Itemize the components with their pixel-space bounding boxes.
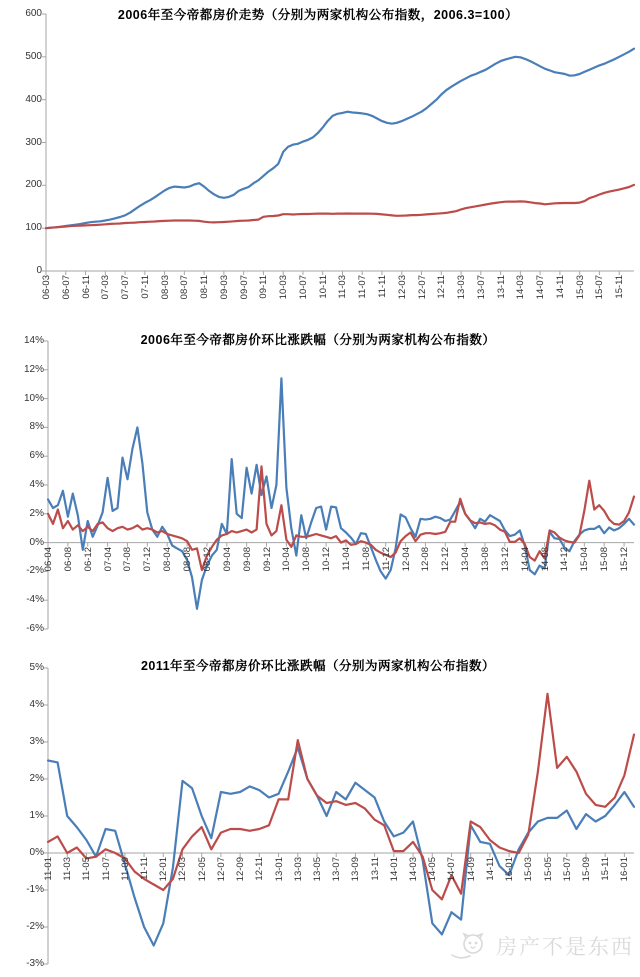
x-tick-label: 10-08 bbox=[301, 547, 312, 572]
y-tick-label: 1% bbox=[29, 810, 44, 821]
x-tick-label: 12-11 bbox=[254, 857, 265, 881]
y-tick-label: -1% bbox=[26, 884, 44, 895]
x-tick-label: 07-03 bbox=[100, 275, 111, 300]
series-blue-line bbox=[46, 49, 634, 229]
x-tick-label: 15-03 bbox=[575, 275, 586, 300]
x-tick-label: 14-05 bbox=[427, 857, 438, 882]
x-tick-label: 15-08 bbox=[599, 547, 610, 572]
x-tick-label: 13-09 bbox=[350, 857, 361, 882]
x-tick-label: 07-07 bbox=[120, 275, 131, 300]
y-tick-label: -6% bbox=[26, 623, 44, 634]
x-tick-label: 13-07 bbox=[476, 275, 487, 300]
x-tick-label: 07-11 bbox=[140, 275, 151, 299]
x-tick-label: 11-01 bbox=[43, 857, 54, 881]
x-tick-label: 14-03 bbox=[515, 275, 526, 300]
x-tick-label: 15-07 bbox=[562, 857, 573, 882]
x-tick-label: 09-08 bbox=[242, 547, 253, 572]
cat-face-icon bbox=[448, 931, 490, 961]
y-tick-label: 12% bbox=[23, 364, 44, 375]
x-tick-label: 11-07 bbox=[357, 275, 368, 299]
x-tick-label: 14-07 bbox=[535, 275, 546, 300]
y-tick-label: 4% bbox=[29, 479, 44, 490]
x-tick-label: 09-12 bbox=[262, 547, 273, 572]
x-tick-label: 13-12 bbox=[500, 547, 511, 572]
y-tick-label: 10% bbox=[23, 393, 44, 404]
x-tick-label: 11-09 bbox=[120, 857, 131, 881]
y-tick-label: 100 bbox=[25, 222, 42, 233]
y-tick-label: 0 bbox=[36, 265, 42, 276]
x-tick-label: 16-01 bbox=[619, 857, 630, 882]
x-tick-label: 12-05 bbox=[197, 857, 208, 882]
chart3-title: 2011年至今帝都房价环比涨跌幅（分别为两家机构公布指数） bbox=[140, 659, 496, 673]
x-tick-label: 14-07 bbox=[446, 857, 457, 882]
x-tick-label: 13-11 bbox=[496, 275, 507, 299]
x-tick-label: 10-07 bbox=[298, 275, 309, 300]
x-tick-label: 12-04 bbox=[401, 547, 412, 572]
x-tick-label: 15-07 bbox=[594, 275, 605, 300]
x-tick-label: 07-08 bbox=[122, 547, 133, 572]
x-tick-label: 07-12 bbox=[142, 547, 153, 572]
x-tick-label: 15-11 bbox=[600, 857, 611, 881]
x-tick-label: 14-08 bbox=[540, 547, 551, 572]
x-tick-label: 15-01 bbox=[504, 857, 515, 882]
y-tick-label: 500 bbox=[25, 51, 42, 62]
y-tick-label: 400 bbox=[25, 94, 42, 105]
x-tick-label: 09-04 bbox=[222, 547, 233, 572]
x-tick-label: 08-11 bbox=[199, 275, 210, 299]
x-tick-label: 12-03 bbox=[177, 857, 188, 882]
x-tick-label: 14-11 bbox=[555, 275, 566, 299]
x-tick-label: 11-12 bbox=[381, 547, 392, 571]
y-tick-label: 300 bbox=[25, 137, 42, 148]
x-tick-label: 10-12 bbox=[321, 547, 332, 572]
x-tick-label: 14-11 bbox=[485, 857, 496, 881]
y-tick-label: 8% bbox=[29, 421, 44, 432]
y-tick-label: -3% bbox=[26, 958, 44, 969]
x-tick-label: 07-04 bbox=[103, 547, 114, 572]
x-tick-label: 06-08 bbox=[63, 547, 74, 572]
x-tick-label: 06-12 bbox=[83, 547, 94, 572]
y-tick-label: 0% bbox=[29, 847, 44, 858]
y-tick-label: -2% bbox=[26, 921, 44, 932]
y-tick-label: 600 bbox=[25, 8, 42, 19]
x-tick-label: 11-07 bbox=[101, 857, 112, 881]
x-tick-label: 06-11 bbox=[81, 275, 92, 299]
y-tick-label: 4% bbox=[29, 699, 44, 710]
x-tick-label: 12-07 bbox=[417, 275, 428, 300]
x-tick-label: 13-08 bbox=[480, 547, 491, 572]
y-tick-label: -4% bbox=[26, 594, 44, 605]
x-tick-label: 10-03 bbox=[278, 275, 289, 300]
y-tick-label: 5% bbox=[29, 662, 44, 673]
x-tick-label: 10-11 bbox=[318, 275, 329, 299]
x-tick-label: 12-09 bbox=[235, 857, 246, 882]
x-tick-label: 09-07 bbox=[239, 275, 250, 300]
x-tick-label: 11-08 bbox=[361, 547, 372, 571]
x-tick-label: 08-03 bbox=[160, 275, 171, 300]
y-tick-label: 14% bbox=[23, 335, 44, 346]
x-tick-label: 14-12 bbox=[559, 547, 570, 572]
x-tick-label: 12-03 bbox=[397, 275, 408, 300]
x-tick-label: 12-11 bbox=[436, 275, 447, 299]
x-tick-label: 06-07 bbox=[61, 275, 72, 300]
x-tick-label: 15-04 bbox=[579, 547, 590, 572]
x-tick-label: 12-12 bbox=[440, 547, 451, 572]
x-tick-label: 14-04 bbox=[520, 547, 531, 572]
chart1-title: 2006年至今帝都房价走势（分别为两家机构公布指数，2006.3=100） bbox=[117, 8, 519, 22]
chart2-title: 2006年至今帝都房价环比涨跌幅（分别为两家机构公布指数） bbox=[140, 333, 496, 347]
x-tick-label: 13-11 bbox=[370, 857, 381, 881]
x-tick-label: 08-12 bbox=[202, 547, 213, 572]
x-tick-label: 06-03 bbox=[41, 275, 52, 300]
x-tick-label: 13-05 bbox=[312, 857, 323, 882]
x-tick-label: 11-03 bbox=[337, 275, 348, 299]
x-tick-label: 14-09 bbox=[466, 857, 477, 882]
x-tick-label: 11-03 bbox=[62, 857, 73, 881]
x-tick-label: 13-03 bbox=[456, 275, 467, 300]
x-tick-label: 14-03 bbox=[408, 857, 419, 882]
series-red-line bbox=[46, 185, 634, 228]
x-tick-label: 15-09 bbox=[581, 857, 592, 882]
x-tick-label: 15-11 bbox=[614, 275, 625, 299]
x-tick-label: 11-05 bbox=[81, 857, 92, 881]
x-tick-label: 10-04 bbox=[281, 547, 292, 572]
x-tick-label: 12-07 bbox=[216, 857, 227, 882]
watermark bbox=[448, 931, 634, 961]
x-tick-label: 12-01 bbox=[158, 857, 169, 882]
x-tick-label: 11-11 bbox=[139, 857, 150, 880]
x-tick-label: 08-07 bbox=[179, 275, 190, 300]
watermark-text: 房产不是东西 bbox=[496, 936, 634, 959]
x-tick-label: 09-03 bbox=[219, 275, 230, 300]
x-tick-label: 13-04 bbox=[460, 547, 471, 572]
x-tick-label: 15-12 bbox=[619, 547, 630, 572]
y-tick-label: 3% bbox=[29, 736, 44, 747]
x-tick-label: 11-04 bbox=[341, 547, 352, 571]
x-tick-label: 08-08 bbox=[182, 547, 193, 572]
x-tick-label: 08-04 bbox=[162, 547, 173, 572]
x-tick-label: 09-11 bbox=[258, 275, 269, 299]
series-blue-line bbox=[48, 748, 634, 946]
x-tick-label: 13-01 bbox=[274, 857, 285, 882]
x-tick-label: 15-03 bbox=[523, 857, 534, 882]
x-tick-label: 14-01 bbox=[389, 857, 400, 882]
y-tick-label: 6% bbox=[29, 450, 44, 461]
x-tick-label: 11-11 bbox=[377, 275, 388, 298]
y-tick-label: 0% bbox=[29, 537, 44, 548]
y-tick-label: -2% bbox=[26, 565, 44, 576]
x-tick-label: 06-04 bbox=[43, 547, 54, 572]
y-tick-label: 200 bbox=[25, 179, 42, 190]
x-tick-label: 12-08 bbox=[420, 547, 431, 572]
x-tick-label: 13-07 bbox=[331, 857, 342, 882]
x-tick-label: 13-03 bbox=[293, 857, 304, 882]
x-tick-label: 15-05 bbox=[543, 857, 554, 882]
y-tick-label: 2% bbox=[29, 508, 44, 519]
y-tick-label: 2% bbox=[29, 773, 44, 784]
